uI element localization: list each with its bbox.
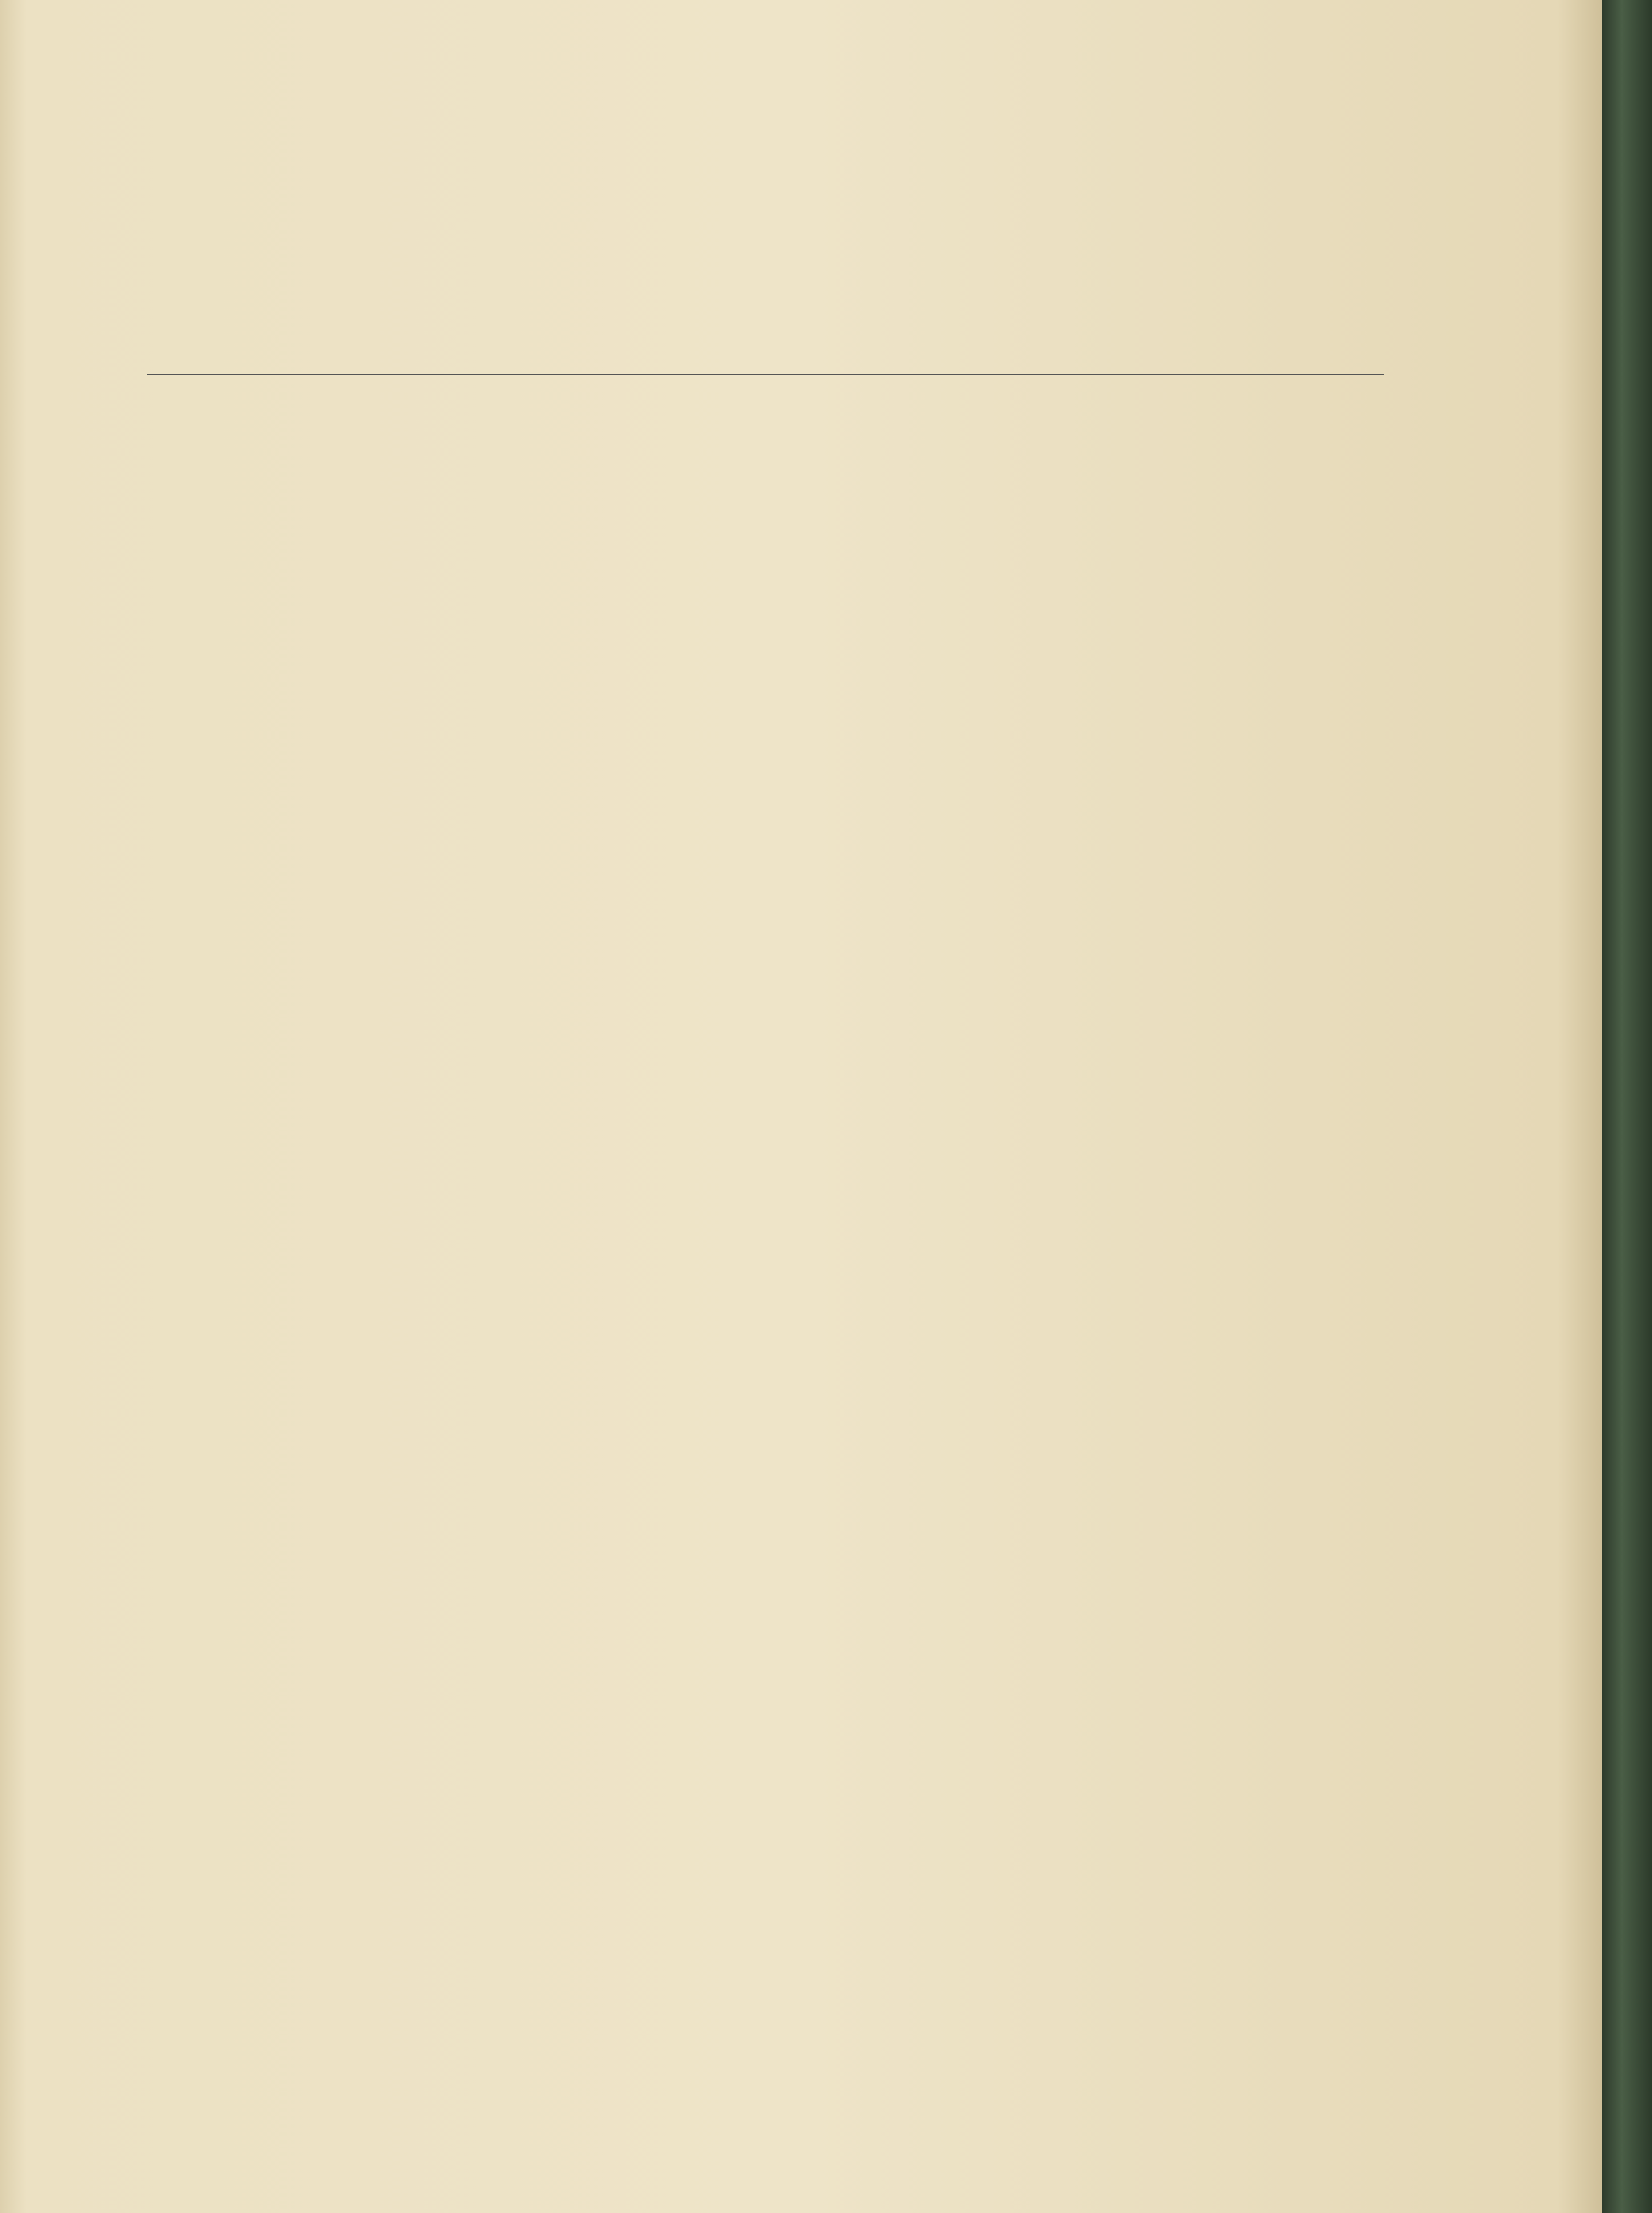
weather-chart [42,389,1466,1408]
book-binding [1602,0,1652,2213]
header-rule [147,374,1384,375]
